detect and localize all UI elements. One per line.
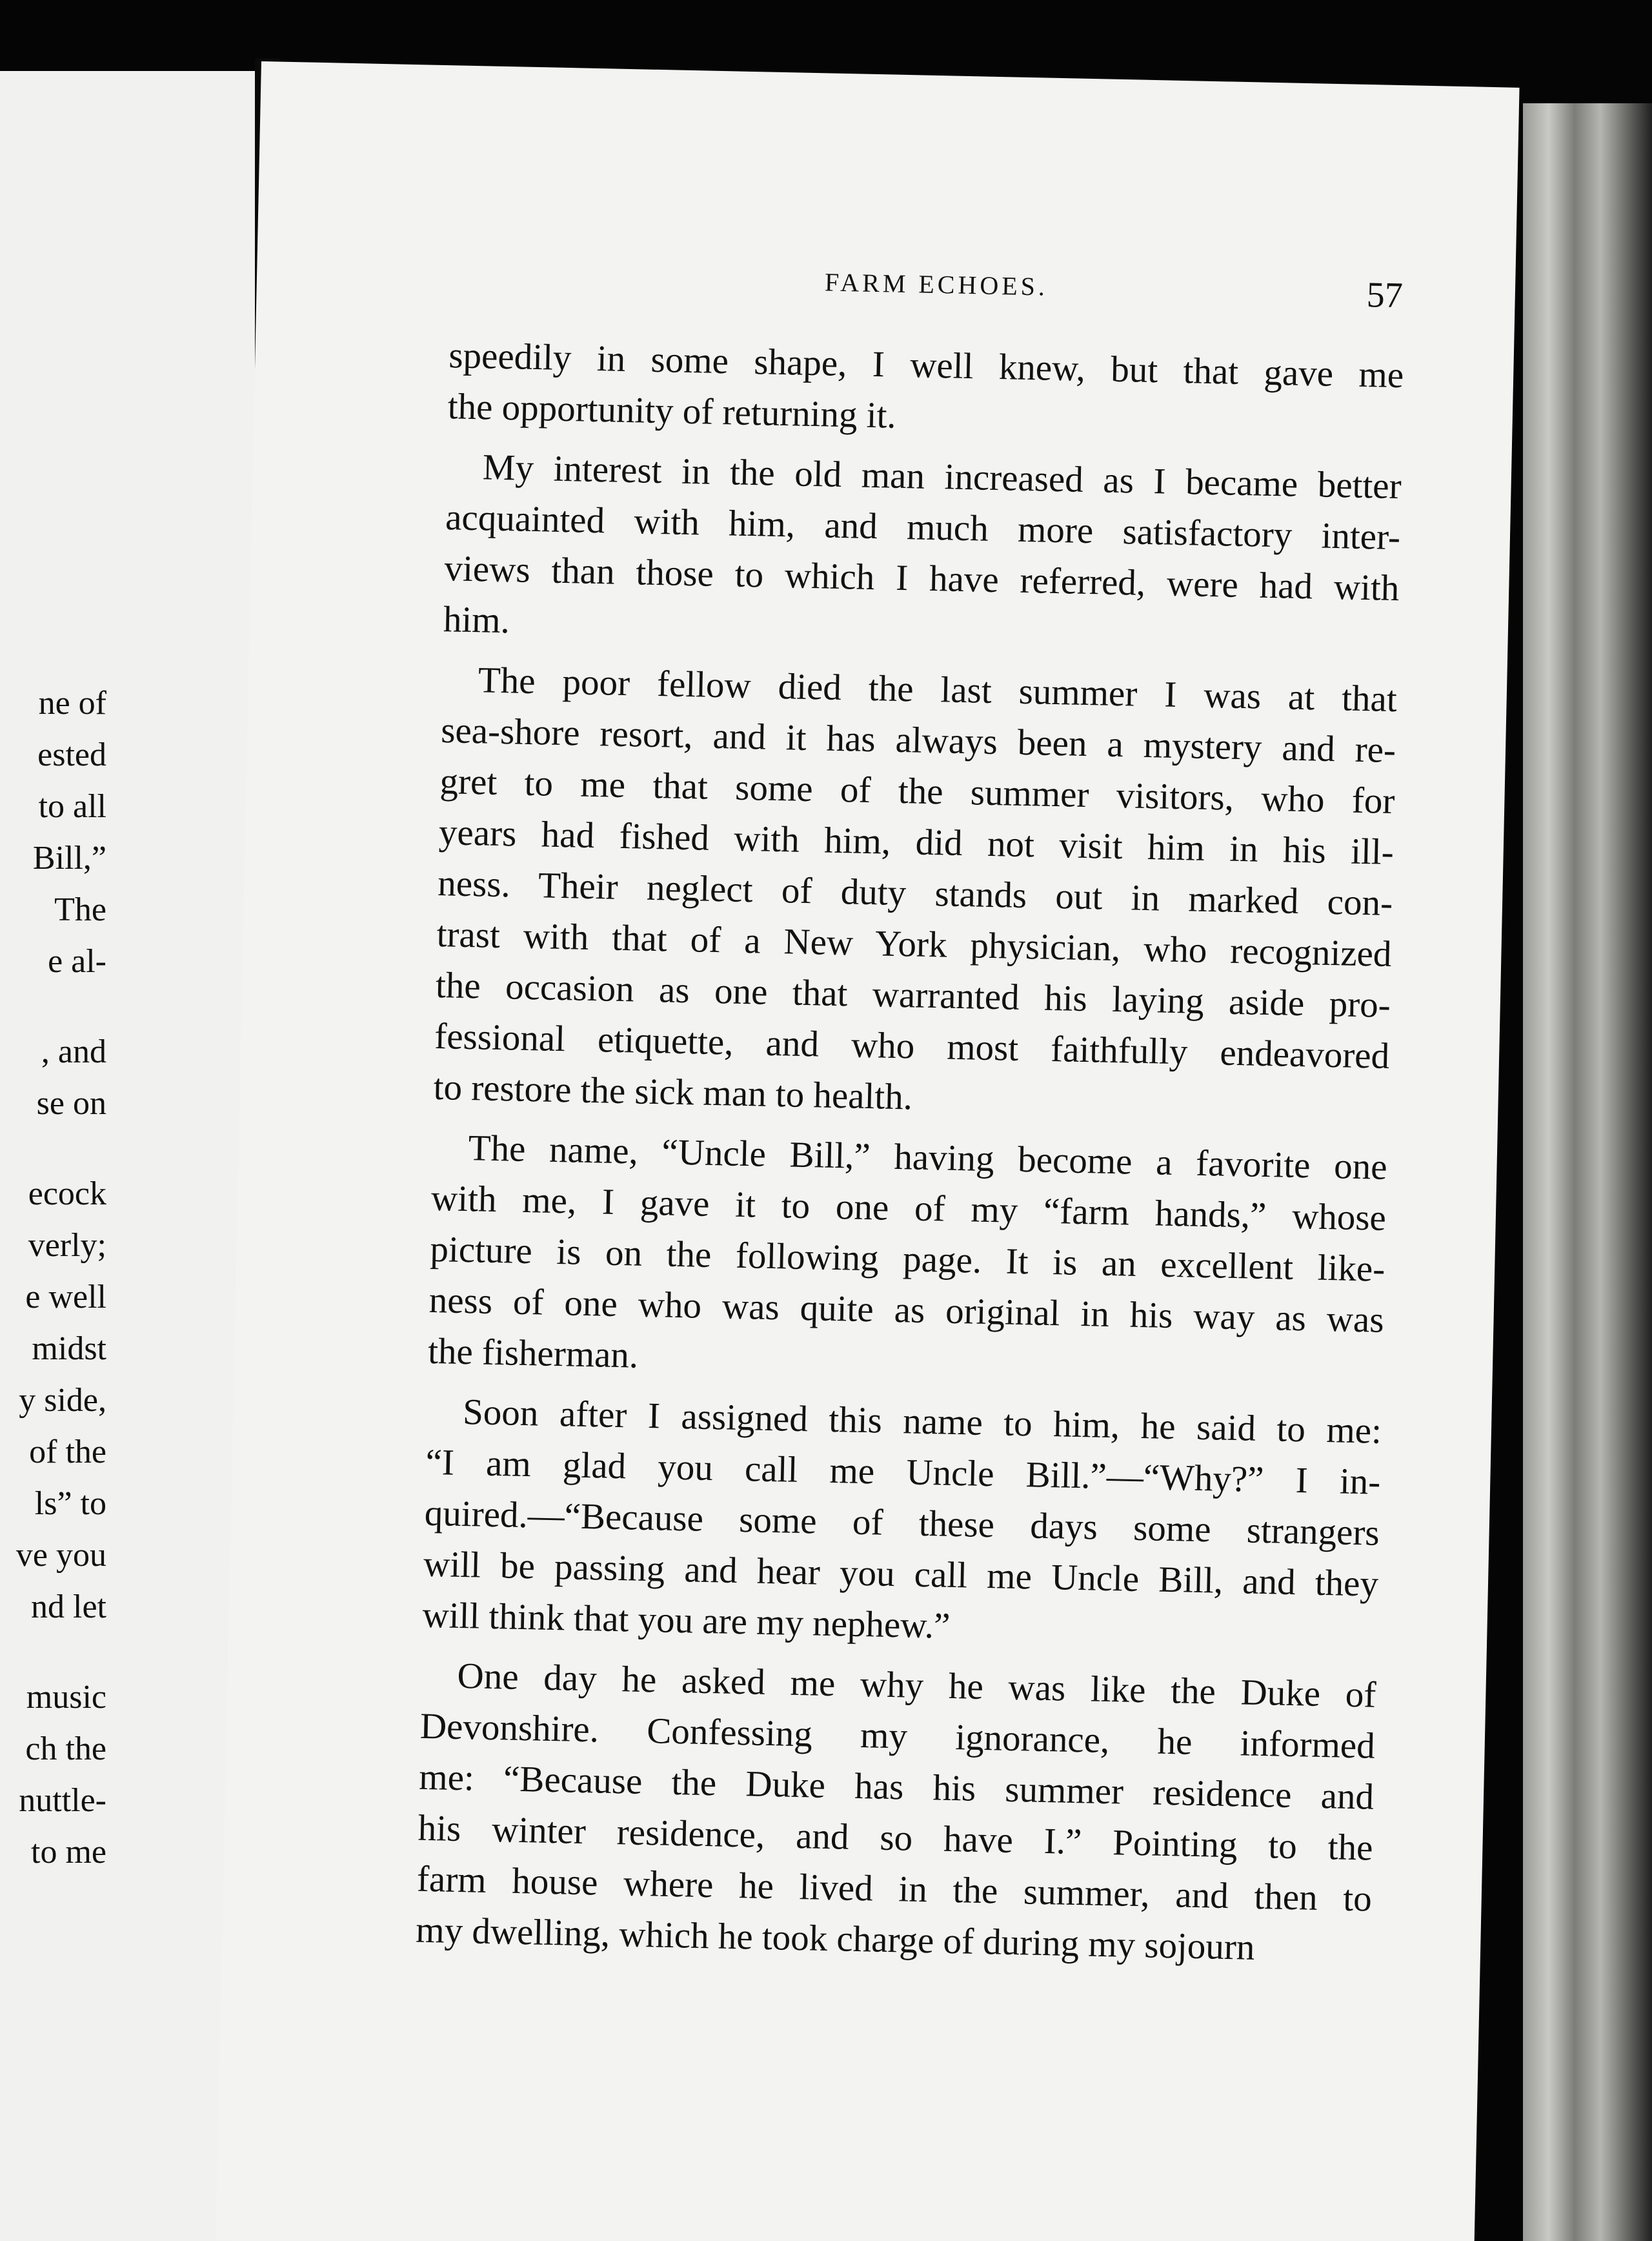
text-line: acquainted with him, and much more satisfactory inter- <box>445 497 1401 558</box>
text-line: the occasion as one that warranted his laying aside pro- <box>435 964 1391 1026</box>
previous-page-line: verly; <box>28 1227 106 1264</box>
previous-page-line: nuttle- <box>19 1782 106 1819</box>
previous-page-line: se on <box>36 1085 106 1122</box>
text-line: me: “Because the Duke has his summer residence and <box>418 1756 1375 1818</box>
text-line: ness of one who was quite as original in his way as was <box>428 1279 1385 1341</box>
text-line: quired.—“Because some of these days some strangers <box>424 1492 1380 1554</box>
paragraph <box>422 1386 1382 1661</box>
text-line: the fisherman. <box>427 1330 639 1376</box>
page-header <box>256 255 1515 327</box>
previous-page-line: ls” to <box>34 1485 106 1522</box>
previous-page-line: e al- <box>48 943 106 980</box>
previous-page-line: ve you <box>15 1537 106 1574</box>
text-line: will be passing and hear you call me Uncle Bill, and they <box>423 1543 1379 1605</box>
text-line: the opportunity of returning it. <box>447 386 897 436</box>
previous-page-line: of the <box>29 1434 106 1470</box>
text-line: The name, “Uncle Bill,” having become a favorite one <box>468 1128 1388 1188</box>
page-number: 57 <box>1366 274 1404 316</box>
text-line: will think that you are my nephew.” <box>421 1594 951 1647</box>
previous-page-line: ne of <box>38 685 106 722</box>
previous-page-line: Bill,” <box>32 840 106 877</box>
previous-page-line: ecock <box>28 1175 106 1212</box>
text-line: with me, I gave it to one of my “farm hands,” whose <box>430 1177 1387 1239</box>
text-line: to restore the sick man to health. <box>433 1066 913 1118</box>
text-line: his winter residence, and so have I.” Pointing to the <box>418 1807 1374 1869</box>
text-line: picture is on the following page. It is an excellent like- <box>429 1228 1385 1290</box>
text-line: farm house where he lived in the summer, and then to <box>416 1858 1373 1920</box>
text-line: One day he asked me why he was like the Duke of <box>457 1655 1377 1716</box>
text-line: “I am glad you call me Uncle Bill.”—“Why?” I in- <box>425 1441 1381 1503</box>
previous-page-line: , and <box>41 1033 106 1070</box>
previous-page-line: to me <box>31 1834 106 1871</box>
text-line: Devonshire. Confessing my ignorance, he informed <box>419 1705 1376 1767</box>
running-title: FARM ECHOES. <box>824 267 1049 301</box>
text-line: My interest in the old man increased as I became better <box>482 447 1402 507</box>
previous-page-line: y side, <box>19 1382 106 1419</box>
previous-page-line: The <box>54 891 106 928</box>
text-line: Soon after I assigned this name to him, he said to me: <box>462 1392 1382 1452</box>
previous-page-line: ested <box>37 736 106 773</box>
text-line: views than those to which I have referred, were had with <box>443 548 1400 609</box>
text-line: sea-shore resort, and it has always been a mystery and re- <box>440 710 1396 771</box>
text-line: fessional etiquette, and who most faithfully endeavored <box>434 1015 1390 1077</box>
current-page <box>216 61 1519 2241</box>
paragraph <box>416 1650 1377 1976</box>
previous-page-line: e well <box>25 1279 106 1315</box>
text-line: ness. Their neglect of duty stands out in marked con- <box>437 863 1393 924</box>
paragraph <box>447 330 1404 452</box>
previous-page-line: midst <box>32 1330 106 1367</box>
previous-page-line: to all <box>38 788 106 825</box>
text-line: speedily in some shape, I well knew, but that gave me <box>448 335 1404 396</box>
previous-page <box>0 71 255 2241</box>
text-line: my dwelling, which he took charge of during my sojourn <box>415 1909 1256 1968</box>
text-line: gret to me that some of the summer visitors, who for <box>439 761 1396 822</box>
paragraph <box>443 441 1402 665</box>
paragraph <box>427 1122 1387 1397</box>
previous-page-line: ch the <box>25 1730 106 1767</box>
page-body <box>415 330 1404 1984</box>
previous-page-line: nd let <box>31 1588 106 1625</box>
page-stack-edge <box>1523 103 1652 2241</box>
text-line: trast with that of a New York physician, who recognized <box>436 913 1393 975</box>
text-line: years had fished with him, did not visit him in his ill- <box>438 812 1395 873</box>
text-line: him. <box>443 599 510 642</box>
previous-page-line: music <box>26 1679 106 1716</box>
paragraph <box>433 654 1398 1133</box>
text-line: The poor fellow died the last summer I was at that <box>478 660 1398 720</box>
